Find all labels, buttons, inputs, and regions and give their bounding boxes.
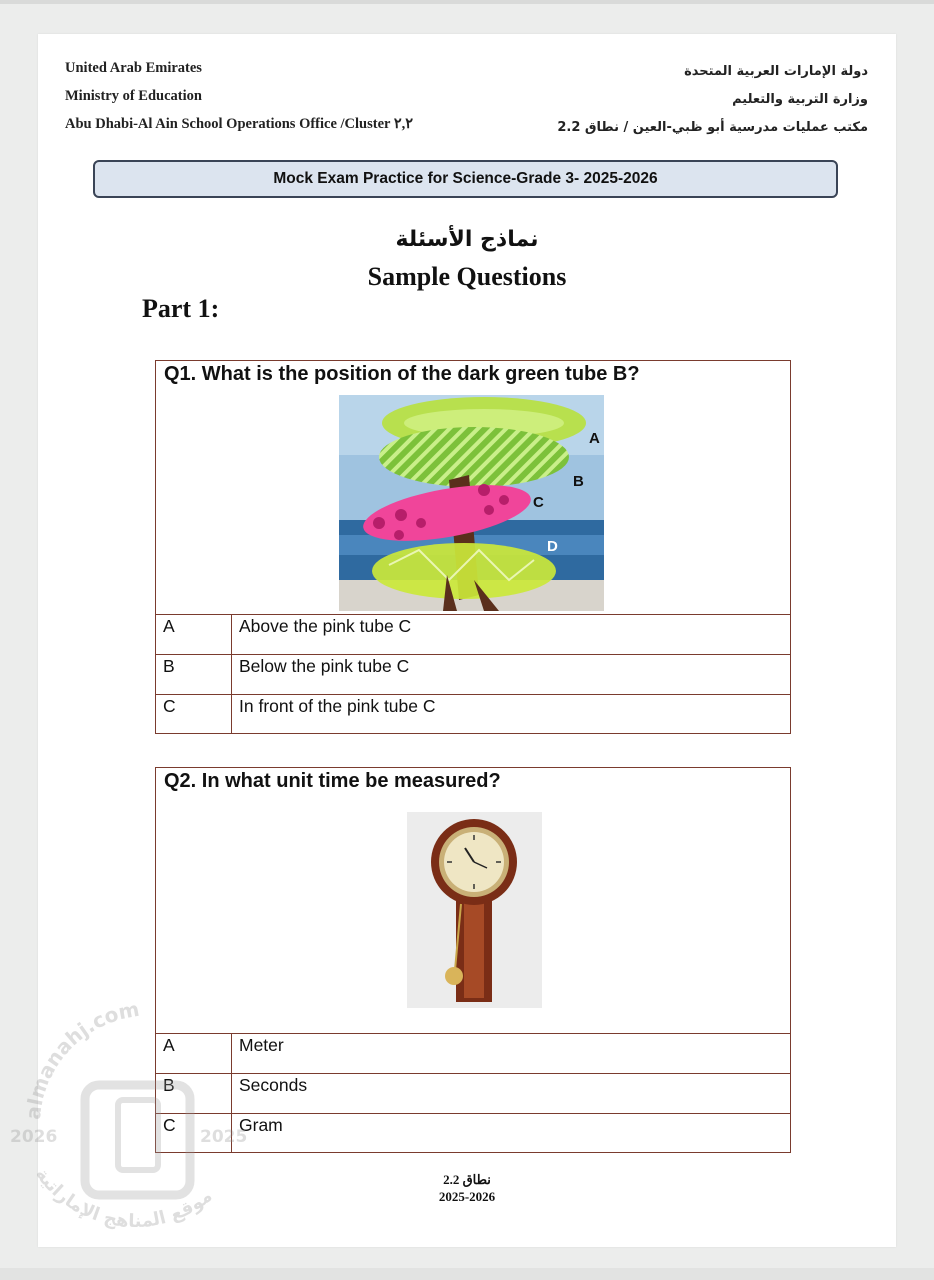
label-a: A: [589, 430, 600, 447]
option-letter: C: [163, 696, 176, 716]
exam-banner: Mock Exam Practice for Science-Grade 3- 2025-2026: [93, 160, 838, 198]
header-ministry-ar: وزارة التربية والتعليم: [732, 92, 868, 107]
title-english: Sample Questions: [367, 262, 567, 291]
label-d: D: [547, 538, 558, 555]
option-letter: B: [163, 656, 175, 676]
watermark-text: almanahj.com: [20, 996, 142, 1121]
document-page: [38, 34, 896, 1247]
question-1-title: Q1. What is the position of the dark green tube B?: [164, 363, 640, 385]
tubes-image: [339, 395, 604, 611]
option-text: In front of the pink tube C: [239, 696, 436, 716]
viewer-bottom-bar: [0, 1268, 934, 1280]
part-heading: Part 1:: [142, 294, 220, 323]
header-office-ar: مكتب عمليات مدرسية أبو ظبي-العين / نطاق 2.2: [557, 120, 868, 135]
question-2-box: [155, 767, 791, 1153]
watermark-year-left: 2026: [10, 1127, 58, 1147]
watermark-year-right: 2025: [200, 1127, 248, 1147]
option-text: Gram: [239, 1115, 283, 1135]
footer-cluster: نطاق 2.2: [443, 1172, 491, 1187]
header-office-en: Abu Dhabi-Al Ain School Operations Office /Cluster ٢,٢: [65, 116, 414, 132]
title-arabic: نماذج الأسئلة: [395, 227, 539, 252]
viewer-top-bar: [0, 0, 934, 4]
option-text: Above the pink tube C: [239, 616, 412, 636]
q1-option-c[interactable]: [156, 694, 790, 734]
q1-option-a[interactable]: [156, 614, 790, 654]
pendulum-clock-image: [407, 812, 542, 1008]
tube-b: [379, 427, 569, 487]
label-b: B: [573, 473, 584, 490]
question-1-box: [155, 360, 791, 734]
tube-d: [372, 543, 556, 599]
footer-year: 2025-2026: [438, 1189, 496, 1204]
header-ministry-en: Ministry of Education: [65, 88, 202, 104]
q2-option-c[interactable]: [156, 1113, 790, 1153]
option-letter: A: [163, 1035, 175, 1055]
question-2-title: Q2. In what unit time be measured?: [164, 770, 501, 792]
q2-option-a[interactable]: [156, 1033, 790, 1073]
option-letter: A: [163, 616, 175, 636]
option-text: Meter: [239, 1035, 284, 1055]
option-text: Seconds: [239, 1075, 308, 1095]
q1-option-b[interactable]: [156, 654, 790, 694]
option-letter: B: [163, 1075, 175, 1095]
header-country-en: United Arab Emirates: [65, 60, 202, 76]
option-letter: C: [163, 1115, 176, 1135]
header-country-ar: دولة الإمارات العربية المتحدة: [684, 64, 868, 79]
option-text: Below the pink tube C: [239, 656, 410, 676]
q2-option-b[interactable]: [156, 1073, 790, 1113]
label-c: C: [533, 494, 544, 511]
watermark-arabic: موقع المناهج الإماراتية: [31, 1164, 217, 1232]
